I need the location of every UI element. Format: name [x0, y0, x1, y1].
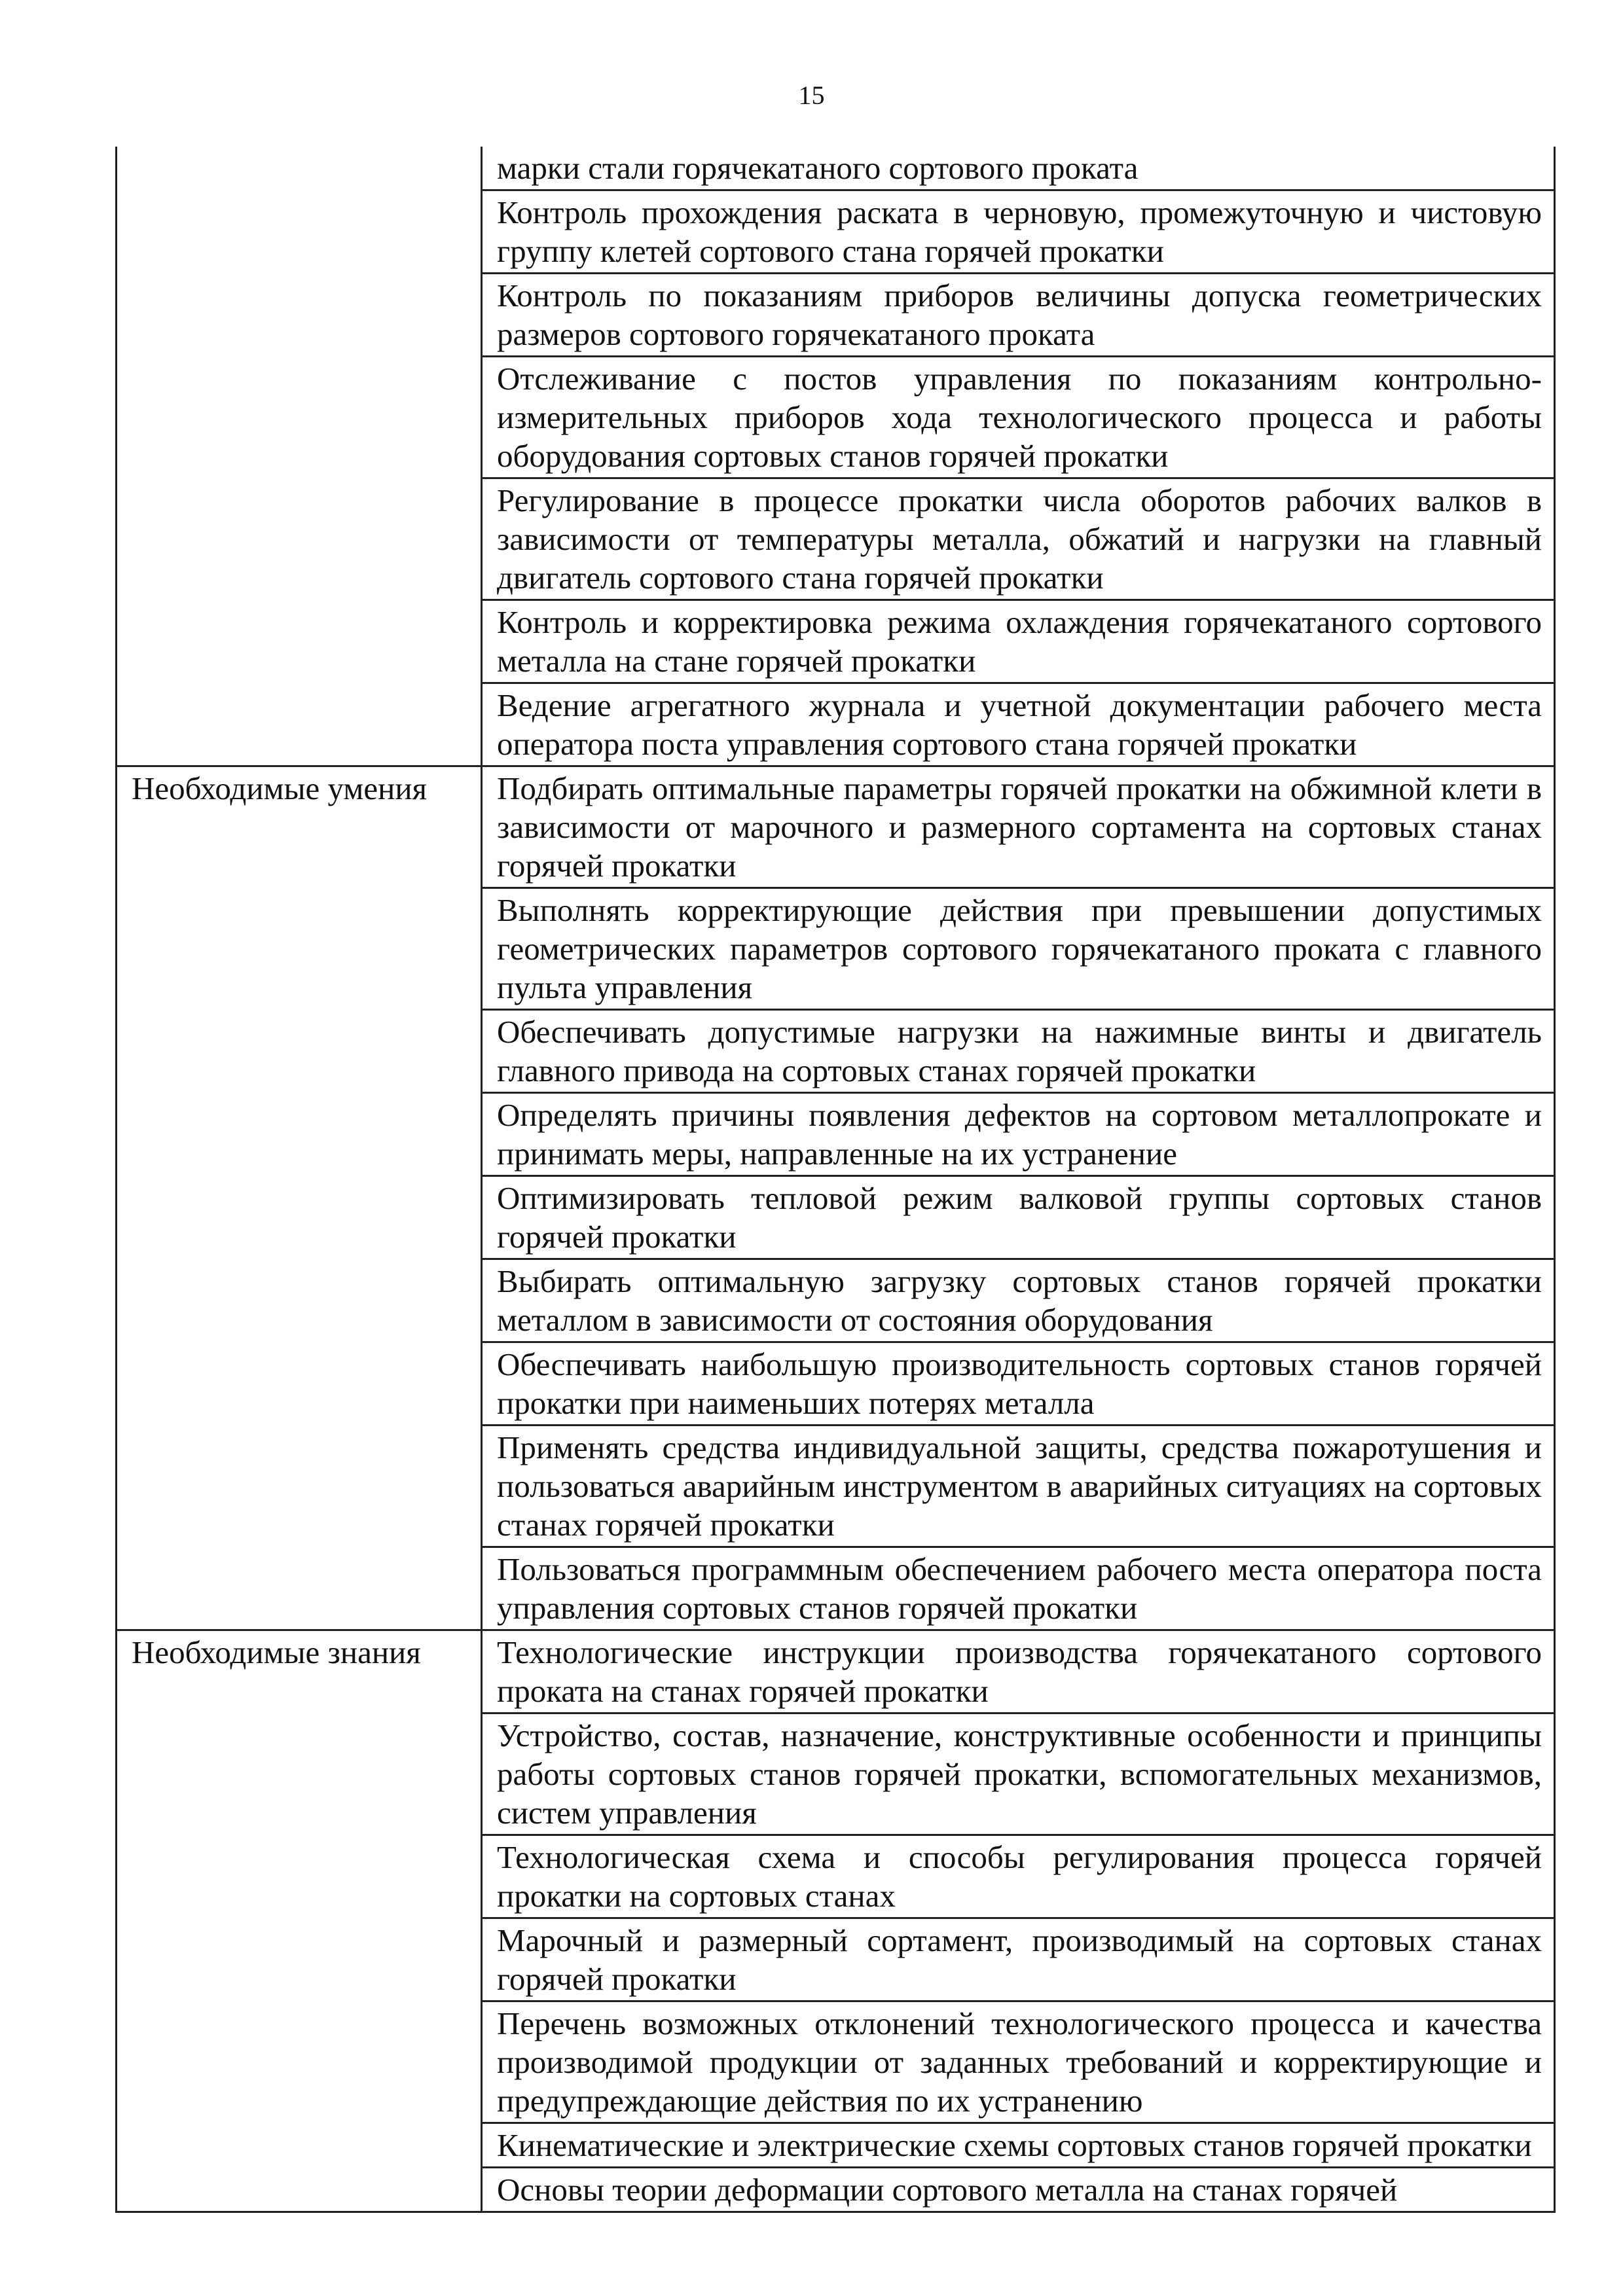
table-cell: Выбирать оптимальную загрузку сортовых станов горячей прокатки металлом в зависимости от состояния оборудования [482, 1259, 1555, 1342]
table-cell: Кинематические и электрические схемы сортовых станов горячей прокатки [482, 2123, 1555, 2168]
table-cell: Применять средства индивидуальной защиты, средства пожаротушения и пользоваться аварийным инструментом в аварийных ситуациях на сортовых станах горячей прокатки [482, 1426, 1555, 1547]
table-cell: марки стали горячекатаного сортового проката [482, 147, 1555, 190]
continued-label-cell [117, 147, 482, 766]
table-cell: Оптимизировать тепловой режим валковой группы сортовых станов горячей прокатки [482, 1176, 1555, 1259]
competency-table [115, 147, 1556, 2213]
page-number: 15 [798, 81, 825, 110]
table-row [117, 1630, 1555, 1713]
table-cell: Контроль по показаниям приборов величины допуска геометрических размеров сортового горячекатаного проката [482, 274, 1555, 357]
table-cell: Технологические инструкции производства горячекатаного сортового проката на станах горячей прокатки [482, 1630, 1555, 1713]
table-cell: Перечень возможных отклонений технологического процесса и качества производимой продукции от заданных требований и корректирующие и предупреждающие действия по их устранению [482, 2001, 1555, 2123]
table-cell: Технологическая схема и способы регулирования процесса горячей прокатки на сортовых станах [482, 1835, 1555, 1918]
table-row [117, 147, 1555, 190]
table-cell: Пользоваться программным обеспечением рабочего места оператора поста управления сортовых станов горячей прокатки [482, 1547, 1555, 1630]
table-cell: Устройство, состав, назначение, конструктивные особенности и принципы работы сортовых станов горячей прокатки, вспомогательных механизмов, систем управления [482, 1713, 1555, 1835]
table-cell: Контроль прохождения раската в черновую, промежуточную и чистовую группу клетей сортового стана горячей прокатки [482, 190, 1555, 274]
table-cell: Регулирование в процессе прокатки числа оборотов рабочих валков в зависимости от температуры металла, обжатий и нагрузки на главный двигатель сортового стана горячей прокатки [482, 478, 1555, 600]
table-cell: Марочный и размерный сортамент, производимый на сортовых станах горячей прокатки [482, 1918, 1555, 2001]
table-cell: Обеспечивать допустимые нагрузки на нажимные винты и двигатель главного привода на сортовых станах горячей прокатки [482, 1010, 1555, 1093]
table-cell: Обеспечивать наибольшую производительность сортовых станов горячей прокатки при наименьших потерях металла [482, 1342, 1555, 1426]
table-row [117, 766, 1555, 888]
knowledge-label: Необходимые знания [117, 1630, 482, 2212]
table-cell: Отслеживание с постов управления по показаниям контрольно-измерительных приборов хода технологического процесса и работы оборудования сортовых станов горячей прокатки [482, 357, 1555, 478]
table-cell: Определять причины появления дефектов на сортовом металлопрокате и принимать меры, направленные на их устранение [482, 1093, 1555, 1176]
table-cell: Контроль и корректировка режима охлаждения горячекатаного сортового металла на стане горячей прокатки [482, 600, 1555, 683]
table-cell: Основы теории деформации сортового металла на станах горячей [482, 2168, 1555, 2212]
table-cell: Ведение агрегатного журнала и учетной документации рабочего места оператора поста управления сортового стана горячей прокатки [482, 683, 1555, 766]
skills-label: Необходимые умения [117, 766, 482, 1630]
table-cell: Выполнять корректирующие действия при превышении допустимых геометрических параметров сортового горячекатаного проката с главного пульта управления [482, 888, 1555, 1010]
table-cell: Подбирать оптимальные параметры горячей прокатки на обжимной клети в зависимости от марочного и размерного сортамента на сортовых станах горячей прокатки [482, 766, 1555, 888]
